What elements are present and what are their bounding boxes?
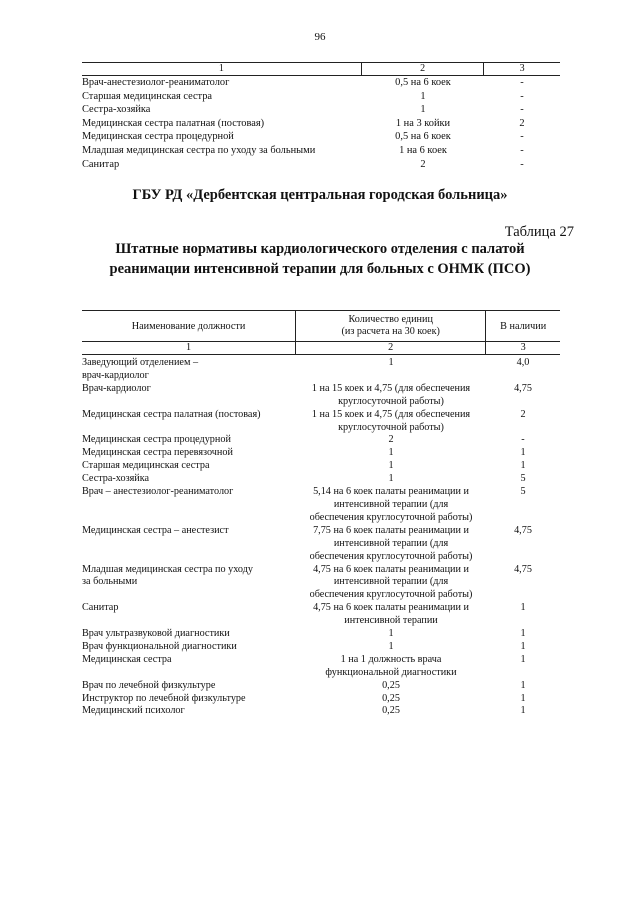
organization-title: ГБУ РД «Дербентская центральная городская больница»	[132, 187, 508, 203]
quantity-cell: 4,75 на 6 коек палаты реанимации и интенсивной терапии	[313, 602, 469, 627]
position-header: Наименование должности	[82, 311, 296, 341]
quantity-cell: 0,25	[382, 705, 400, 717]
quantity-header-line2: (из расчета на 30 коек)	[341, 326, 440, 337]
table-row	[82, 525, 560, 564]
available-cell: 1	[520, 602, 526, 614]
column-number: 1	[82, 342, 296, 354]
table-row	[82, 486, 560, 525]
table-header-row	[82, 310, 560, 342]
position-cell: Младшая медицинская сестра по уходу за больными	[82, 144, 316, 156]
column-number: 2	[362, 63, 484, 75]
table-row	[82, 103, 560, 117]
table-row	[82, 117, 560, 131]
table-row	[82, 357, 560, 383]
table-row	[82, 680, 560, 693]
position-cell: Врач-кардиолог	[82, 382, 151, 394]
available-cell: 1	[520, 679, 526, 691]
table-body	[82, 357, 560, 718]
available-cell: -	[520, 131, 524, 143]
quantity-cell: 1	[388, 628, 394, 640]
available-cell: -	[521, 434, 525, 446]
table-row	[82, 564, 560, 603]
table-row	[82, 409, 560, 435]
position-cell: Медицинский психолог	[82, 705, 185, 717]
available-cell: 4,0	[516, 357, 530, 368]
table-row	[82, 158, 560, 172]
table-row	[82, 628, 560, 641]
available-cell: 2	[519, 117, 525, 129]
table-header-row	[82, 62, 560, 76]
position-cell: Медицинская сестра перевязочной	[82, 447, 233, 459]
quantity-cell: 1	[388, 357, 394, 368]
position-cell: Врач-анестезиолог-реаниматолог	[82, 77, 230, 88]
quantity-cell: 1	[388, 447, 394, 459]
position-cell: Младшая медицинская сестра по уходу за больными	[82, 563, 253, 588]
available-cell: 5	[520, 486, 526, 498]
quantity-cell: 1	[420, 104, 426, 116]
quantity-cell: 2	[388, 434, 394, 446]
position-cell: Врач по лечебной физкультуре	[82, 679, 216, 691]
position-cell: Врач функциональной диагностики	[82, 640, 237, 652]
position-cell: Сестра-хозяйка	[82, 473, 150, 485]
available-cell: 5	[520, 473, 526, 485]
quantity-cell: 1 на 6 коек	[399, 144, 447, 156]
position-cell: Старшая медицинская сестра	[82, 90, 213, 102]
quantity-cell: 4,75 на 6 коек палаты реанимации и интенсивной терапии (для обеспечения круглосуточной работы)	[309, 563, 473, 601]
column-number: 3	[519, 63, 525, 74]
quantity-header-line1: Количество единиц	[348, 314, 433, 325]
position-cell: Медицинская сестра – анестезист	[82, 524, 229, 536]
quantity-cell: 1	[420, 90, 426, 102]
table-row	[82, 144, 560, 158]
table-row	[82, 76, 560, 90]
available-cell: 1	[520, 460, 526, 472]
available-cell: 1	[520, 705, 526, 717]
table-row	[82, 90, 560, 104]
available-cell: -	[520, 104, 524, 116]
column-number: 2	[296, 342, 486, 354]
position-cell: Сестра-хозяйка	[82, 104, 151, 116]
quantity-cell: 1	[388, 640, 394, 652]
quantity-cell: 1	[388, 473, 394, 485]
quantity-cell: 0,25	[382, 692, 400, 704]
available-cell: 1	[520, 640, 526, 652]
available-cell: -	[520, 158, 524, 170]
position-cell: Медицинская сестра палатная (постовая)	[82, 408, 261, 420]
table-title: Штатные нормативы кардиологического отделения с палатой реанимации интенсивной терапии для больных с ОНМК (ПСО)	[109, 241, 531, 277]
quantity-header	[296, 311, 486, 341]
table-row	[82, 473, 560, 486]
table-row	[82, 693, 560, 706]
available-cell: 4,75	[514, 563, 532, 575]
table-body	[82, 76, 560, 171]
quantity-cell: 1 на 1 должность врача функциональной диагностики	[325, 653, 457, 678]
quantity-cell: 0,25	[382, 679, 400, 691]
available-cell: -	[520, 90, 524, 102]
position-cell: Врач ультразвуковой диагностики	[82, 628, 230, 640]
position-cell: Медицинская сестра палатная (постовая)	[82, 117, 265, 129]
position-cell: Медицинская сестра процедурной	[82, 434, 231, 446]
continuation-table	[82, 62, 560, 171]
available-cell: 2	[520, 408, 526, 420]
position-cell: Инструктор по лечебной физкультуре	[82, 692, 246, 704]
available-cell: -	[520, 77, 524, 88]
table-row	[82, 383, 560, 409]
table-row	[82, 602, 560, 628]
column-numbers-row	[82, 342, 560, 355]
table-row	[82, 447, 560, 460]
available-cell: 1	[520, 628, 526, 640]
quantity-cell: 7,75 на 6 коек палаты реанимации и интенсивной терапии (для обеспечения круглосуточной работы)	[309, 524, 473, 562]
column-number: 1	[82, 63, 362, 75]
page-number: 96	[314, 31, 326, 43]
table-label: Таблица 27	[504, 224, 574, 240]
table-row	[82, 705, 560, 718]
position-cell: Санитар	[82, 158, 120, 170]
available-cell: 4,75	[514, 524, 532, 536]
table-row	[82, 130, 560, 144]
staffing-table	[82, 310, 560, 718]
table-row	[82, 460, 560, 473]
table-row	[82, 641, 560, 654]
quantity-cell: 0,5 на 6 коек	[395, 131, 451, 143]
available-cell: 4,75	[514, 382, 532, 394]
available-cell: -	[520, 144, 524, 156]
quantity-cell: 1 на 15 коек и 4,75 (для обеспечения круглосуточной работы)	[311, 408, 471, 433]
available-header: В наличии	[500, 320, 547, 332]
position-cell: Медицинская сестра	[82, 653, 172, 665]
available-cell: 1	[520, 692, 526, 704]
available-cell: 1	[520, 447, 526, 459]
table-row	[82, 434, 560, 447]
position-cell: Медицинская сестра процедурной	[82, 131, 234, 143]
position-cell: Санитар	[82, 602, 119, 614]
quantity-cell: 2	[420, 158, 426, 170]
table-row	[82, 654, 560, 680]
quantity-cell: 5,14 на 6 коек палаты реанимации и интенсивной терапии (для обеспечения круглосуточной работы)	[309, 486, 473, 523]
quantity-cell: 0,5 на 6 коек	[395, 77, 451, 88]
quantity-cell: 1 на 15 коек и 4,75 (для обеспечения круглосуточной работы)	[311, 382, 471, 407]
quantity-cell: 1	[388, 460, 394, 472]
position-cell: Старшая медицинская сестра	[82, 460, 210, 472]
position-cell: Заведующий отделением – врач-кардиолог	[82, 357, 199, 381]
position-cell: Врач – анестезиолог-реаниматолог	[82, 486, 234, 498]
column-number: 3	[520, 342, 526, 353]
available-cell: 1	[520, 653, 526, 665]
quantity-cell: 1 на 3 койки	[395, 117, 451, 129]
